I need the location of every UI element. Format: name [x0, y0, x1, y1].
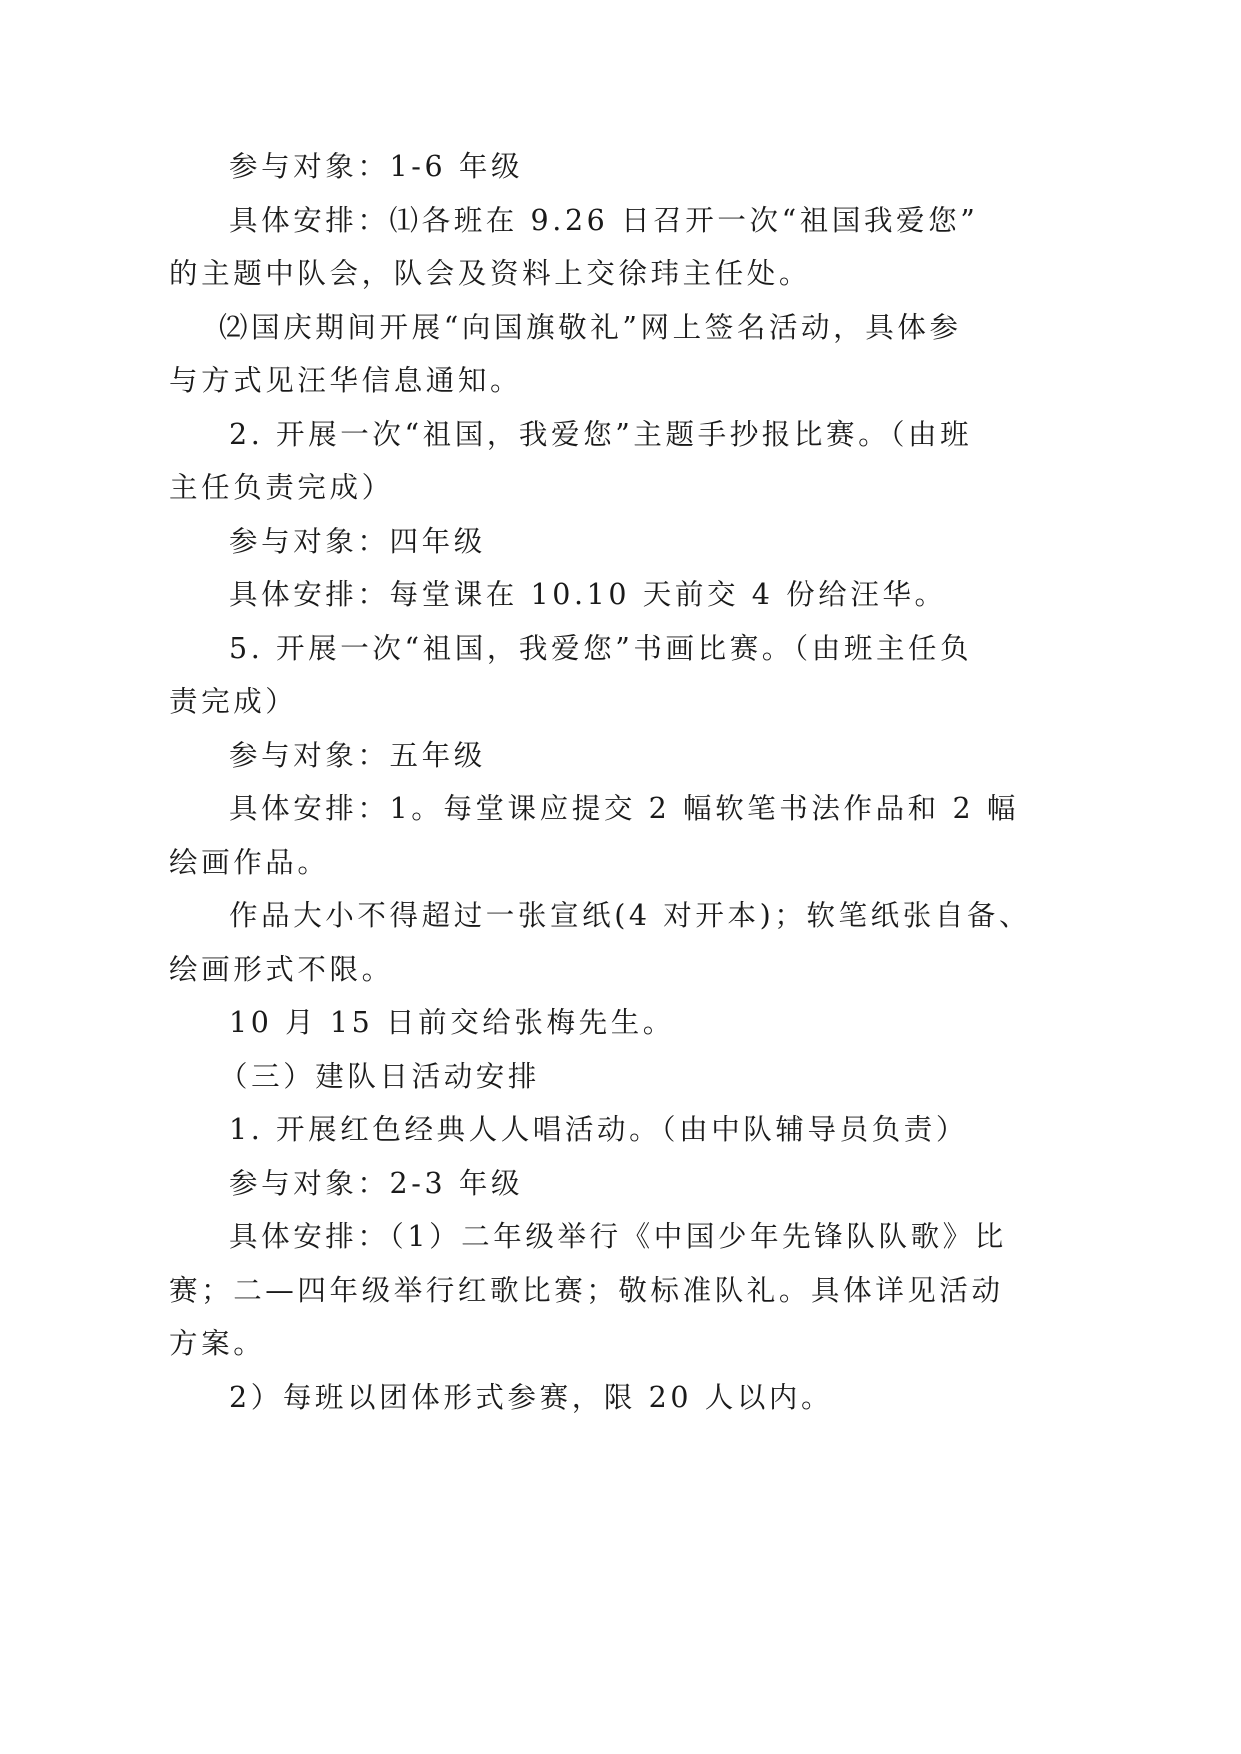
paragraph-line: 参与对象：四年级 [229, 524, 486, 558]
paragraph-line: 参与对象：2-3 年级 [229, 1166, 524, 1200]
paragraph-line: 方案。 [169, 1327, 266, 1360]
paragraph-line: 与方式见汪华信息通知。 [169, 364, 523, 397]
paragraph-line: 5. 开展一次“祖国，我爱您”书画比赛。（由班主任负 [229, 631, 973, 665]
section-heading: （三）建队日活动安排 [219, 1059, 541, 1093]
paragraph-line: 2）每班以团体形式参赛，限 20 人以内。 [229, 1380, 834, 1414]
paragraph-line: 2. 开展一次“祖国，我爱您”主题手抄报比赛。（由班 [229, 417, 973, 451]
paragraph-line: 赛；二—四年级举行红歌比赛；敬标准队礼。具体详见活动 [169, 1273, 1004, 1307]
paragraph-line: 绘画作品。 [169, 845, 330, 879]
paragraph-line: 的主题中队会，队会及资料上交徐玮主任处。 [169, 257, 812, 290]
paragraph-line: 具体安排：每堂课在 10.10 天前交 4 份给汪华。 [229, 578, 947, 611]
paragraph-line: 具体安排：1。每堂课应提交 2 幅软笔书法作品和 2 幅 [229, 792, 1019, 825]
paragraph-line: 具体安排：（1）二年级举行《中国少年先锋队队歌》比 [229, 1220, 1007, 1253]
paragraph-line: ⑵国庆期间开展“向国旗敬礼”网上签名活动，具体参 [219, 310, 962, 344]
paragraph-line: 绘画形式不限。 [169, 952, 394, 986]
paragraph-line: 10 月 15 日前交给张梅先生。 [229, 1006, 675, 1039]
paragraph-line: 主任负责完成） [169, 471, 394, 504]
paragraph-line: 1. 开展红色经典人人唱活动。（由中队辅导员负责） [229, 1113, 969, 1146]
paragraph-line: 参与对象：1-6 年级 [229, 150, 524, 183]
document-body [169, 140, 1032, 1424]
paragraph-line: 参与对象：五年级 [229, 738, 486, 772]
paragraph-line: 具体安排：⑴各班在 9.26 日召开一次“祖国我爱您” [229, 203, 979, 237]
paragraph-line: 作品大小不得超过一张宣纸(4 对开本)；软笔纸张自备、 [229, 899, 1032, 932]
paragraph-line: 责完成） [169, 685, 298, 718]
